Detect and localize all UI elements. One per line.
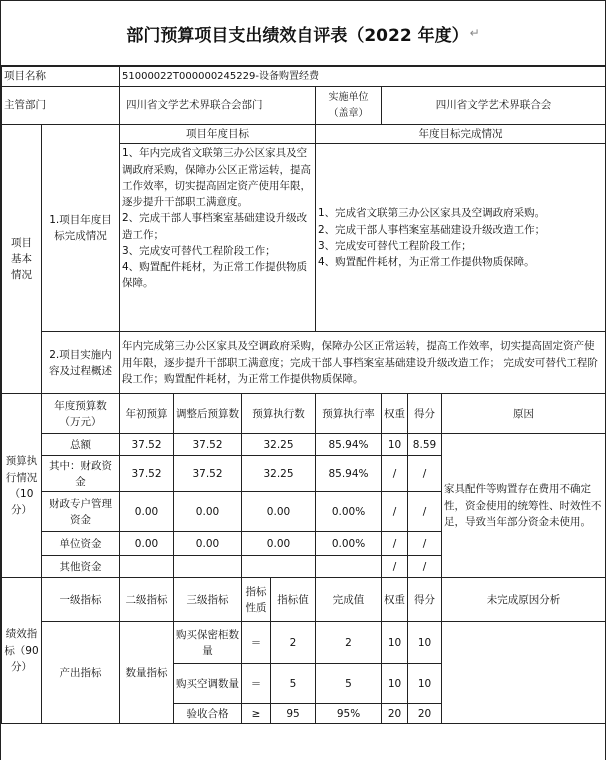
- perf-header-target: 指标值: [271, 578, 316, 622]
- done-item: 4、购置配件耗材，为正常工作提供物质保障。: [318, 256, 535, 269]
- budget-reason: 家具配件等购置存在费用不确定性，资金使用的统筹性、时效性不足，导致当年部分资金未使用。: [442, 434, 606, 578]
- perf-reason: [442, 622, 606, 724]
- budget-rate: 85.94%: [316, 456, 382, 492]
- basic-label-char-2: 基本: [11, 253, 32, 265]
- budget-adjusted: 0.00: [174, 492, 242, 532]
- goal-item: 2、完成干部人事档案室基础建设升级改造工作；: [122, 212, 308, 241]
- perf-actual: 2: [316, 622, 382, 664]
- perf-weight: 10: [382, 664, 408, 704]
- goal-done-header: 年度目标完成情况: [316, 125, 606, 144]
- perf-score: 20: [408, 704, 442, 724]
- budget-header-executed: 预算执行数: [242, 394, 316, 434]
- budget-weight: /: [382, 556, 408, 578]
- goal-item: 3、完成安可替代工程阶段工作；: [122, 244, 276, 257]
- perf-target: 2: [271, 622, 316, 664]
- perf-indicator-name: 购买保密柜数量: [174, 622, 242, 664]
- paragraph-mark-icon: ↵: [469, 26, 480, 40]
- budget-weight: /: [382, 532, 408, 556]
- budget-header-rate: 预算执行率: [316, 394, 382, 434]
- done-item: 3、完成安可替代工程阶段工作；: [318, 239, 472, 252]
- impl-content-value: 年内完成第三办公区家具及空调政府采购，保障办公区正常运转，提高工作效率，切实提高固定资产使用年限，逐步提升干部职工满意度；完成干部人事档案室基础建设升级改造工作； 完成安可替代工程阶段工作；购置配件耗材，为正常工作提供物质保障。: [120, 332, 606, 394]
- perf-header-nature: 指标性质: [242, 578, 271, 622]
- budget-initial: 37.52: [120, 434, 174, 456]
- budget-executed: 32.25: [242, 434, 316, 456]
- budget-row-label: 其中：财政资金: [42, 456, 120, 492]
- done-item: 1、完成省文联第三办公区家具及空调政府采购。: [318, 207, 546, 220]
- budget-header-reason: 原因: [442, 394, 606, 434]
- impl-unit-label: [316, 87, 382, 125]
- perf-header-level3: 三级指标: [174, 578, 242, 622]
- goal-header: 项目年度目标: [120, 125, 316, 144]
- budget-header-annual: 年度预算数（万元）: [42, 394, 120, 434]
- budget-row-label: 单位资金: [42, 532, 120, 556]
- impl-label-line1: 实施单位: [328, 92, 369, 103]
- perf-indicator-name: 验收合格: [174, 704, 242, 724]
- budget-rate: 0.00%: [316, 532, 382, 556]
- perf-nature: ＝: [242, 622, 271, 664]
- evaluation-table: [1, 66, 606, 724]
- budget-header-adjusted: 调整后预算数: [174, 394, 242, 434]
- done-item: 2、完成干部人事档案室基础建设升级改造工作；: [318, 223, 546, 236]
- budget-row-label: 财政专户管理资金: [42, 492, 120, 532]
- goal-item: 1、年内完成省文联第三办公区家具及空调政府采购，保障办公区正常运转，提高工作效率，切实提高固定资产使用年限，逐步提升干部职工满意度。: [122, 147, 311, 209]
- perf-actual: 5: [316, 664, 382, 704]
- budget-header-initial: 年初预算: [120, 394, 174, 434]
- perf-header-score: 得分: [408, 578, 442, 622]
- goal-label: 1.项目年度目标完成情况: [42, 125, 120, 332]
- perf-actual: 95%: [316, 704, 382, 724]
- dept-value: 四川省文学艺术界联合会部门: [120, 87, 316, 125]
- budget-weight: 10: [382, 434, 408, 456]
- project-name-label: 项目名称: [2, 67, 120, 87]
- basic-info-label: [2, 125, 42, 394]
- budget-adjusted: 0.00: [174, 532, 242, 556]
- budget-score: 8.59: [408, 434, 442, 456]
- title-text: 部门预算项目支出绩效自评表（2022 年度）: [126, 25, 469, 46]
- budget-header-weight: 权重: [382, 394, 408, 434]
- budget-score: /: [408, 532, 442, 556]
- budget-weight: /: [382, 492, 408, 532]
- perf-row: [2, 622, 606, 664]
- budget-score: /: [408, 492, 442, 532]
- budget-rate: 85.94%: [316, 434, 382, 456]
- perf-header-level1: 一级指标: [42, 578, 120, 622]
- impl-label-line2: （盖章）: [328, 107, 369, 119]
- budget-score: /: [408, 456, 442, 492]
- perf-target: 95: [271, 704, 316, 724]
- perf-indicator-name: 购买空调数量: [174, 664, 242, 704]
- budget-executed: [242, 556, 316, 578]
- perf-nature: ≥: [242, 704, 271, 724]
- impl-unit-value: 四川省文学艺术界联合会: [382, 87, 606, 125]
- budget-adjusted: 37.52: [174, 456, 242, 492]
- perf-header-actual: 完成值: [316, 578, 382, 622]
- budget-adjusted: [174, 556, 242, 578]
- perf-header-row: [2, 578, 606, 622]
- budget-adjusted: 37.52: [174, 434, 242, 456]
- project-name-value: 51000022T000000245229-设备购置经费: [120, 67, 606, 87]
- perf-score: 10: [408, 664, 442, 704]
- perf-level2: 数量指标: [120, 622, 174, 724]
- goal-list: [120, 144, 316, 332]
- budget-row-label: 其他资金: [42, 556, 120, 578]
- budget-header-score: 得分: [408, 394, 442, 434]
- budget-header-row: [2, 394, 606, 434]
- dept-label: 主管部门: [2, 87, 120, 125]
- budget-executed: 0.00: [242, 492, 316, 532]
- project-name-row: [2, 67, 606, 87]
- perf-header-reason: 未完成原因分析: [442, 578, 606, 622]
- perf-section-label: 绩效指标（90分）: [2, 578, 42, 724]
- perf-weight: 20: [382, 704, 408, 724]
- budget-rate: [316, 556, 382, 578]
- impl-content-row: [2, 332, 606, 394]
- basic-label-char-3: 情况: [11, 269, 32, 282]
- budget-initial: [120, 556, 174, 578]
- budget-row: [2, 434, 606, 456]
- budget-initial: 0.00: [120, 492, 174, 532]
- perf-level1: 产出指标: [42, 622, 120, 724]
- basic-label-char-1: 项目: [11, 236, 32, 249]
- budget-rate: 0.00%: [316, 492, 382, 532]
- department-row: [2, 87, 606, 125]
- perf-weight: 10: [382, 622, 408, 664]
- goal-item: 4、购置配件耗材，为正常工作提供物质保障。: [122, 261, 308, 290]
- perf-target: 5: [271, 664, 316, 704]
- budget-executed: 32.25: [242, 456, 316, 492]
- budget-initial: 37.52: [120, 456, 174, 492]
- budget-row-label: 总额: [42, 434, 120, 456]
- perf-score: 10: [408, 622, 442, 664]
- perf-header-level2: 二级指标: [120, 578, 174, 622]
- perf-nature: ＝: [242, 664, 271, 704]
- budget-initial: 0.00: [120, 532, 174, 556]
- impl-content-label: 2.项目实施内容及过程概述: [42, 332, 120, 394]
- budget-score: /: [408, 556, 442, 578]
- budget-weight: /: [382, 456, 408, 492]
- goal-header-row: [2, 125, 606, 144]
- budget-executed: 0.00: [242, 532, 316, 556]
- done-list: [316, 144, 606, 332]
- perf-header-weight: 权重: [382, 578, 408, 622]
- budget-section-label: 预算执行情况（10分）: [2, 394, 42, 578]
- page-title: [1, 1, 605, 66]
